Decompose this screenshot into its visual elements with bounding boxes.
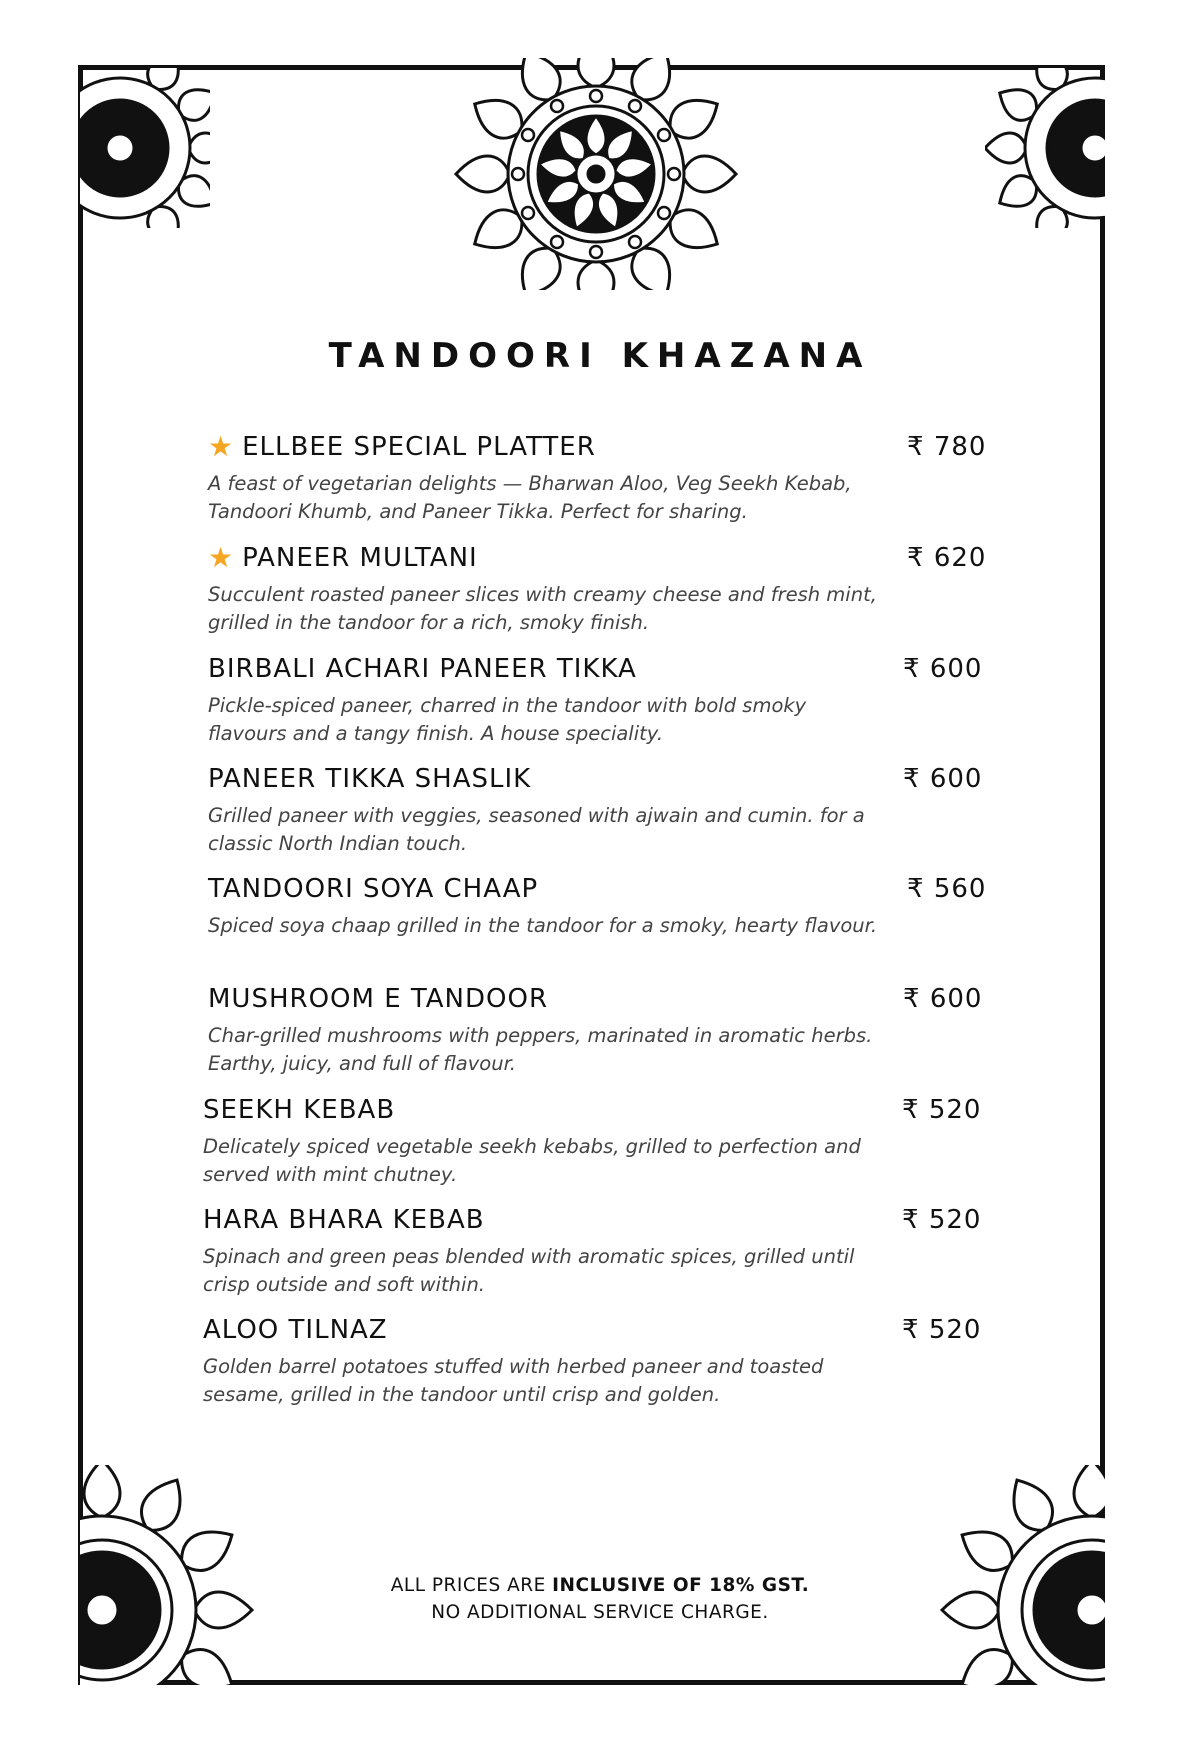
menu-section-title: TANDOORI KHAZANA — [328, 336, 872, 376]
menu-item-price — [902, 1095, 981, 1125]
menu-item — [203, 1205, 993, 1299]
menu-item — [208, 654, 998, 748]
menu-item-name — [208, 874, 998, 904]
menu-item-price — [903, 984, 982, 1014]
menu-item-description: Spinach and green peas blended with aromatic spices, grilled until crisp outside and soft within. — [203, 1245, 855, 1296]
menu-item — [203, 1315, 993, 1409]
menu-item-price-value: 520 — [928, 1205, 982, 1235]
menu-item-name — [203, 1205, 993, 1235]
menu-item-description: Grilled paneer with veggies, seasoned with ajwain and cumin. for a classic North Indian touch. — [208, 804, 865, 855]
currency-symbol: ₹ — [903, 764, 921, 794]
menu-item-name — [208, 543, 998, 573]
price-note — [0, 1572, 1200, 1626]
currency-symbol: ₹ — [907, 874, 925, 904]
menu-item-price-value: 780 — [933, 432, 987, 462]
menu-item-name — [203, 1095, 993, 1125]
menu-item-name-text: TANDOORI SOYA CHAAP — [208, 874, 539, 904]
menu-item-name-text: HARA BHARA KEBAB — [203, 1205, 485, 1235]
menu-item-name-text: PANEER MULTANI — [242, 543, 478, 573]
menu-item-name — [208, 432, 998, 462]
menu-item-price — [902, 1205, 981, 1235]
price-note-text: ALL PRICES ARE — [390, 1575, 553, 1596]
menu-item-price-value: 620 — [933, 543, 987, 573]
menu-item-name — [203, 1315, 993, 1345]
menu-item-description: Delicately spiced vegetable seekh kebabs, grilled to perfection and served with mint chutney. — [203, 1135, 861, 1186]
menu-item-name-text: MUSHROOM E TANDOOR — [208, 984, 549, 1014]
menu-item-price-value: 560 — [933, 874, 987, 904]
menu-item-name-text: ELLBEE SPECIAL PLATTER — [242, 432, 596, 462]
menu-item-description: Char-grilled mushrooms with peppers, marinated in aromatic herbs. Earthy, juicy, and full of flavour. — [208, 1024, 873, 1075]
menu-item — [208, 543, 998, 637]
menu-item-name — [208, 984, 998, 1014]
menu-item-price — [907, 543, 986, 573]
menu-item-name — [208, 764, 998, 794]
menu-item-price — [907, 432, 986, 462]
menu-item-name-text: SEEKH KEBAB — [203, 1095, 396, 1125]
currency-symbol: ₹ — [902, 1095, 920, 1125]
menu-item-price-value: 600 — [929, 984, 983, 1014]
menu-item-price — [902, 1315, 981, 1345]
menu-item-price — [903, 764, 982, 794]
star-icon: ★ — [208, 541, 235, 574]
menu-item-price — [907, 874, 986, 904]
mandala-top-right-icon — [985, 68, 1105, 228]
price-note-line2: NO ADDITIONAL SERVICE CHARGE. — [431, 1602, 769, 1623]
menu-item — [203, 1095, 993, 1189]
menu-item-description: A feast of vegetarian delights — Bharwan Aloo, Veg Seekh Kebab, Tandoori Khumb, and Paneer Tikka. Perfect for sharing. — [208, 472, 852, 523]
mandala-top-left-icon — [80, 68, 210, 228]
price-note-bold: INCLUSIVE OF 18% GST. — [552, 1575, 810, 1596]
menu-item-price-value: 520 — [928, 1095, 982, 1125]
menu-item-price — [903, 654, 982, 684]
menu-item-description: Spiced soya chaap grilled in the tandoor for a smoky, hearty flavour. — [208, 914, 878, 937]
menu-item-price-value: 600 — [929, 764, 983, 794]
currency-symbol: ₹ — [902, 1315, 920, 1345]
menu-item-description: Succulent roasted paneer slices with creamy cheese and fresh mint, grilled in the tandoor for a rich, smoky finish. — [208, 583, 877, 634]
currency-symbol: ₹ — [903, 984, 921, 1014]
menu-item-description: Golden barrel potatoes stuffed with herbed paneer and toasted sesame, grilled in the tandoor until crisp and golden. — [203, 1355, 824, 1406]
currency-symbol: ₹ — [903, 654, 921, 684]
star-icon: ★ — [208, 430, 235, 463]
menu-item — [208, 984, 998, 1078]
currency-symbol: ₹ — [902, 1205, 920, 1235]
mandala-top-center-icon — [448, 58, 744, 290]
menu-item-price-value: 600 — [929, 654, 983, 684]
price-note-line1 — [0, 1572, 1200, 1599]
currency-symbol: ₹ — [907, 432, 925, 462]
currency-symbol: ₹ — [907, 543, 925, 573]
menu-item-name — [208, 654, 998, 684]
menu-item-price-value: 520 — [928, 1315, 982, 1345]
menu-item — [208, 432, 998, 526]
menu-item-name-text: ALOO TILNAZ — [203, 1315, 388, 1345]
menu-item-name-text: BIRBALI ACHARI PANEER TIKKA — [208, 654, 637, 684]
menu-item-name-text: PANEER TIKKA SHASLIK — [208, 764, 532, 794]
menu-item — [208, 764, 998, 858]
menu-item — [208, 874, 998, 940]
menu-item-description: Pickle-spiced paneer, charred in the tandoor with bold smoky flavours and a tangy finish. A house speciality. — [208, 694, 807, 745]
